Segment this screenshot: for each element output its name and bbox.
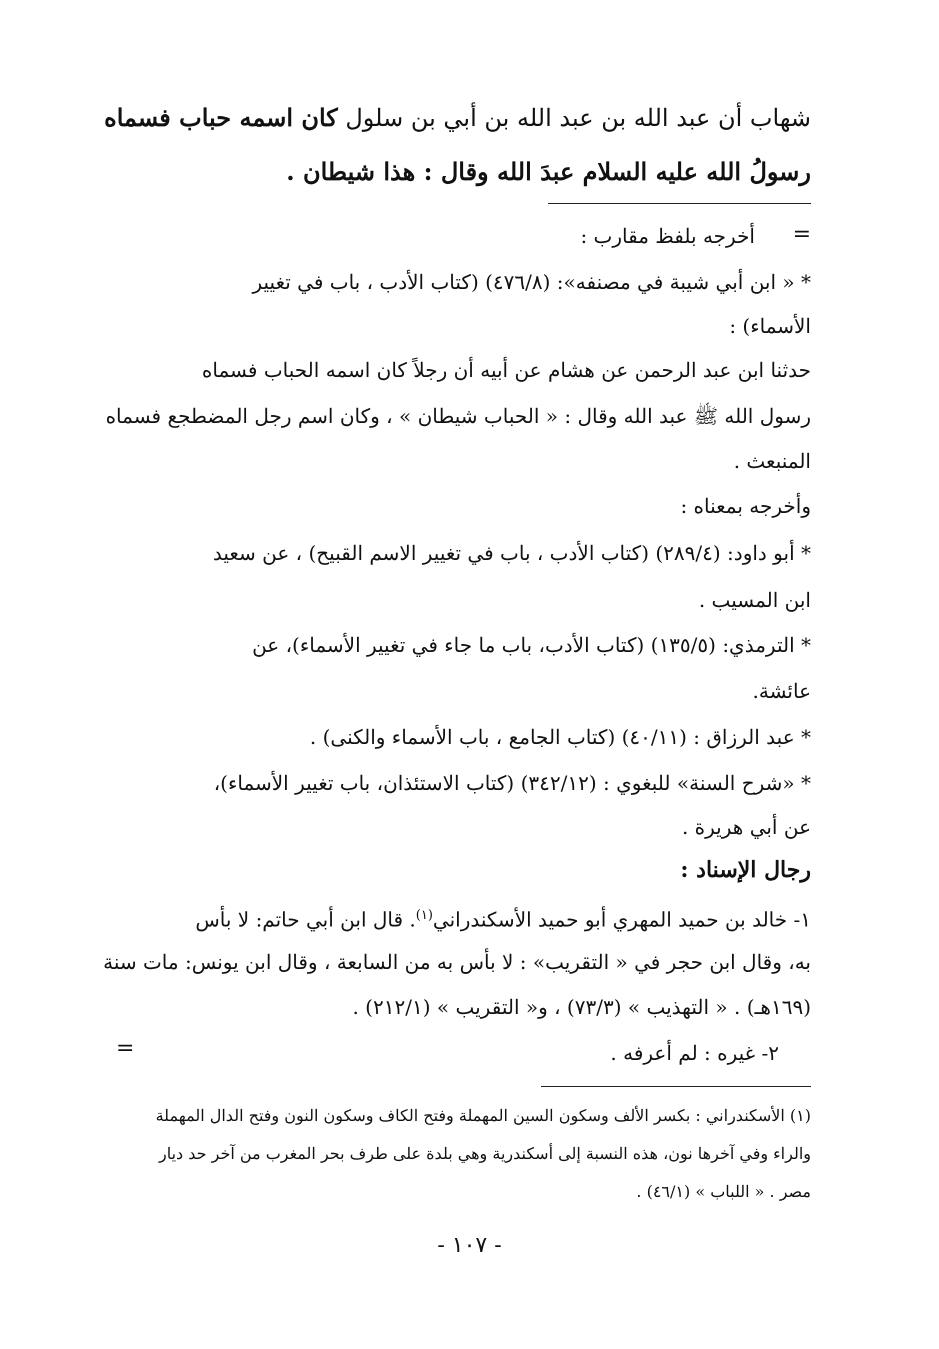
isnad-item-2: ٢- غيره : لم أعرفه . (610, 1041, 779, 1065)
continuation-mark: = (792, 222, 811, 247)
isnad-item-1-line-1 (127, 892, 811, 944)
main-text-bold: كان اسمه حباب فسماه (104, 103, 338, 132)
citation-abu-dawud-1: * أبو داود: (٢٨٩/٤) (كتاب الأدب ، باب في تغيير الاسم القبيح) ، عن سعيد (212, 541, 811, 565)
isnad-narrator-grading: . قال ابن أبي حاتم: لا بأس (195, 907, 416, 932)
isnad-narrator-name: ١- خالد بن حميد المهري أبو حميد الأسكندراني (432, 907, 811, 932)
page-number: - ١٠٧ - (437, 1233, 502, 1258)
footnote-line-1: (١) الأسكندراني : بكسر الألف وسكون السين المهملة وفتح الكاف وسكون النون وفتح الدال المهملة (155, 1106, 811, 1125)
hadith-text-3: المنبعث . (733, 449, 811, 473)
continuation-mark-2: = (116, 1036, 135, 1061)
citation-baghawi-2: عن أبي هريرة . (681, 815, 811, 839)
footnote-divider (541, 1086, 811, 1087)
citation-tirmidhi-1: * الترمذي: (١٣٥/٥) (كتاب الأدب، باب ما جاء في تغيير الأسماء)، عن (252, 633, 811, 657)
footnote-line-3: مصر . « اللباب » (٤٦/١) . (636, 1182, 811, 1201)
citation-ibn-abi-shaybah-2: الأسماء) : (729, 314, 811, 338)
main-text-line-1 (104, 91, 811, 145)
citation-abdul-razzaq: * عبد الرزاق : (٤٠/١١) (كتاب الجامع ، باب الأسماء والكنى) . (309, 725, 811, 749)
hadith-text-1: حدثنا ابن عبد الرحمن عن هشام عن أبيه أن رجلاً كان اسمه الحباب فسماه (201, 358, 811, 382)
citation-baghawi-1: * «شرح السنة» للبغوي : (٣٤٢/١٢) (كتاب الاستئذان، باب تغيير الأسماء)، (213, 771, 811, 795)
citation-abu-dawud-2: ابن المسيب . (698, 588, 811, 612)
isnad-heading: رجال الإسناد : (680, 857, 811, 883)
citation-ibn-abi-shaybah-1: * « ابن أبي شيبة في مصنفه»: (٤٧٦/٨) (كتاب الأدب ، باب في تغيير (252, 270, 811, 294)
meaning-intro: وأخرجه بمعناه : (680, 494, 811, 518)
notes-intro: أخرجه بلفظ مقارب : (580, 224, 755, 248)
footnote-marker: (١) (415, 908, 433, 923)
main-divider (548, 203, 811, 204)
isnad-item-1-line-2: به، وقال ابن حجر في « التقريب» : لا بأس به من السابعة ، وقال ابن يونس: مات سنة (103, 950, 811, 974)
isnad-item-1-line-3: (١٦٩هـ) . « التهذيب » (٧٣/٣) ، و« التقريب » (٢١٢/١) . (352, 995, 811, 1019)
hadith-text-2: رسول الله ﷺ عبد الله وقال : « الحباب شيطان » ، وكان اسم رجل المضطجع فسماه (105, 404, 811, 428)
main-text-plain: شهاب أن عبد الله بن عبد الله بن أبي بن سلول (337, 104, 811, 132)
footnote-line-2: والراء وفي آخرها نون، هذه النسبة إلى أسكندرية وهي بلدة على طرف بحر المغرب من آخر حد ديار (158, 1144, 811, 1163)
main-text-line-2: رسولُ الله عليه السلام عبدَ الله وقال : هذا شيطان . (286, 157, 811, 186)
citation-tirmidhi-2: عائشة. (752, 679, 811, 703)
